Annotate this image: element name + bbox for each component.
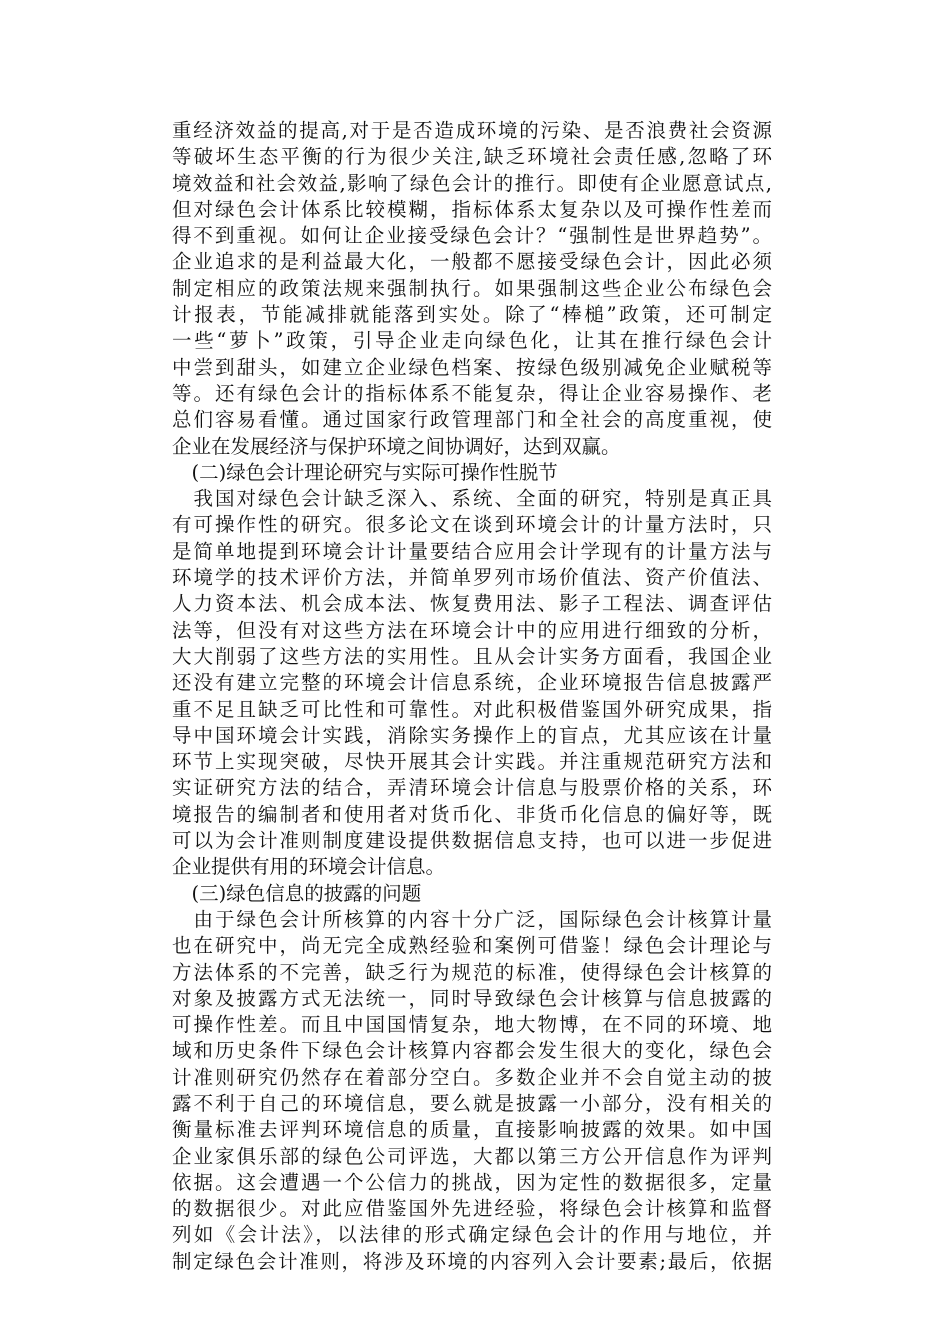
text-line: 但对绿色会计体系比较模糊，指标体系太复杂以及可操作性差而 [172, 197, 772, 221]
text-line: 可以为会计准则制度建设提供数据信息支持，也可以进一步促进 [172, 829, 772, 853]
text-line: 是简单地提到环境会计计量要结合应用会计学现有的计量方法与 [172, 539, 772, 563]
text-line: 法等，但没有对这些方法在环境会计中的应用进行细致的分析， [172, 618, 772, 642]
text-line: 对象及披露方式无法统一，同时导致绿色会计核算与信息披露的 [172, 986, 772, 1010]
text-line: 域和历史条件下绿色会计核算内容都会发生很大的变化，绿色会 [172, 1039, 772, 1063]
text-line: 企业在发展经济与保护环境之间协调好，达到双赢。 [172, 434, 621, 458]
text-line: 得不到重视。如何让企业接受绿色会计？“强制性是世界趋势”。 [172, 224, 772, 248]
text-line: 人力资本法、机会成本法、恢复费用法、影子工程法、调查评估 [172, 592, 772, 616]
text-line: 由于绿色会计所核算的内容十分广泛，国际绿色会计核算计量 [172, 907, 772, 931]
text-line: 方法体系的不完善，缺乏行为规范的标准，使得绿色会计核算的 [172, 960, 772, 984]
text-line: 依据。这会遭遇一个公信力的挑战，因为定性的数据很多，定量 [172, 1170, 772, 1194]
text-line: 等。还有绿色会计的指标体系不能复杂，得让企业容易操作、老 [172, 381, 772, 405]
text-line: 计准则研究仍然存在着部分空白。多数企业并不会自觉主动的披 [172, 1065, 772, 1089]
text-line: 重经济效益的提高,对于是否造成环境的污染、是否浪费社会资源 [172, 119, 772, 142]
text-line: 制定绿色会计准则，将涉及环境的内容列入会计要素;最后，依据 [172, 1249, 772, 1273]
text-line: 实证研究方法的结合，弄清环境会计信息与股票价格的关系，环 [172, 776, 772, 800]
text-line: 环节上实现突破，尽快开展其会计实践。并注重规范研究方法和 [172, 750, 772, 774]
text-line: 大大削弱了这些方法的实用性。且从会计实务方面看，我国企业 [172, 644, 772, 668]
text-line: 衡量标准去评判环境信息的质量，直接影响披露的效果。如中国 [172, 1118, 772, 1142]
text-line: 计报表，节能减排就能落到实处。除了“棒槌”政策，还可制定 [172, 303, 772, 327]
text-line: 导中国环境会计实践，消除实务操作上的盲点，尤其应该在计量 [172, 723, 772, 747]
text-line: 境报告的编制者和使用者对货币化、非货币化信息的偏好等，既 [172, 802, 772, 826]
text-line: 中尝到甜头，如建立企业绿色档案、按绿色级别减免企业赋税等 [172, 355, 772, 379]
text-line: (三)绿色信息的披露的问题 [172, 881, 422, 905]
text-line: 我国对绿色会计缺乏深入、系统、全面的研究，特别是真正具 [172, 487, 772, 511]
text-line: 制定相应的政策法规来强制执行。如果强制这些企业公布绿色会 [172, 276, 772, 300]
text-line: 列如《会计法》，以法律的形式确定绿色会计的作用与地位，并 [172, 1223, 772, 1247]
text-line: 有可操作性的研究。很多论文在谈到环境会计的计量方法时，只 [172, 513, 772, 537]
text-line: 企业追求的是利益最大化，一般都不愿接受绿色会计，因此必须 [172, 250, 772, 274]
text-line: 也在研究中，尚无完全成熟经验和案例可借鉴！绿色会计理论与 [172, 934, 772, 958]
text-line: 重不足且缺乏可比性和可靠性。对此积极借鉴国外研究成果，指 [172, 697, 772, 721]
text-line: 等破坏生态平衡的行为很少关注,缺乏环境社会责任感,忽略了环 [172, 145, 772, 169]
text-line: 环境学的技术评价方法，并简单罗列市场价值法、资产价值法、 [172, 566, 772, 590]
text-line: 总们容易看懂。通过国家行政管理部门和全社会的高度重视，使 [172, 408, 772, 432]
text-line: 可操作性差。而且中国国情复杂，地大物博，在不同的环境、地 [172, 1013, 772, 1037]
text-line: 露不利于自己的环境信息，要么就是披露一小部分，没有相关的 [172, 1091, 772, 1115]
text-line: 还没有建立完整的环境会计信息系统，企业环境报告信息披露严 [172, 671, 772, 695]
text-line: 企业提供有用的环境会计信息。 [172, 855, 446, 879]
text-line: 境效益和社会效益,影响了绿色会计的推行。即使有企业愿意试点, [172, 171, 772, 195]
body-text [172, 118, 772, 1275]
text-line: 的数据很少。对此应借鉴国外先进经验，将绿色会计核算和监督 [172, 1197, 772, 1221]
text-line: (二)绿色会计理论研究与实际可操作性脱节 [172, 460, 558, 484]
text-line: 一些“萝卜”政策，引导企业走向绿色化，让其在推行绿色会计 [172, 329, 772, 353]
text-line: 企业家俱乐部的绿色公司评选，大都以第三方公开信息作为评判 [172, 1144, 772, 1168]
